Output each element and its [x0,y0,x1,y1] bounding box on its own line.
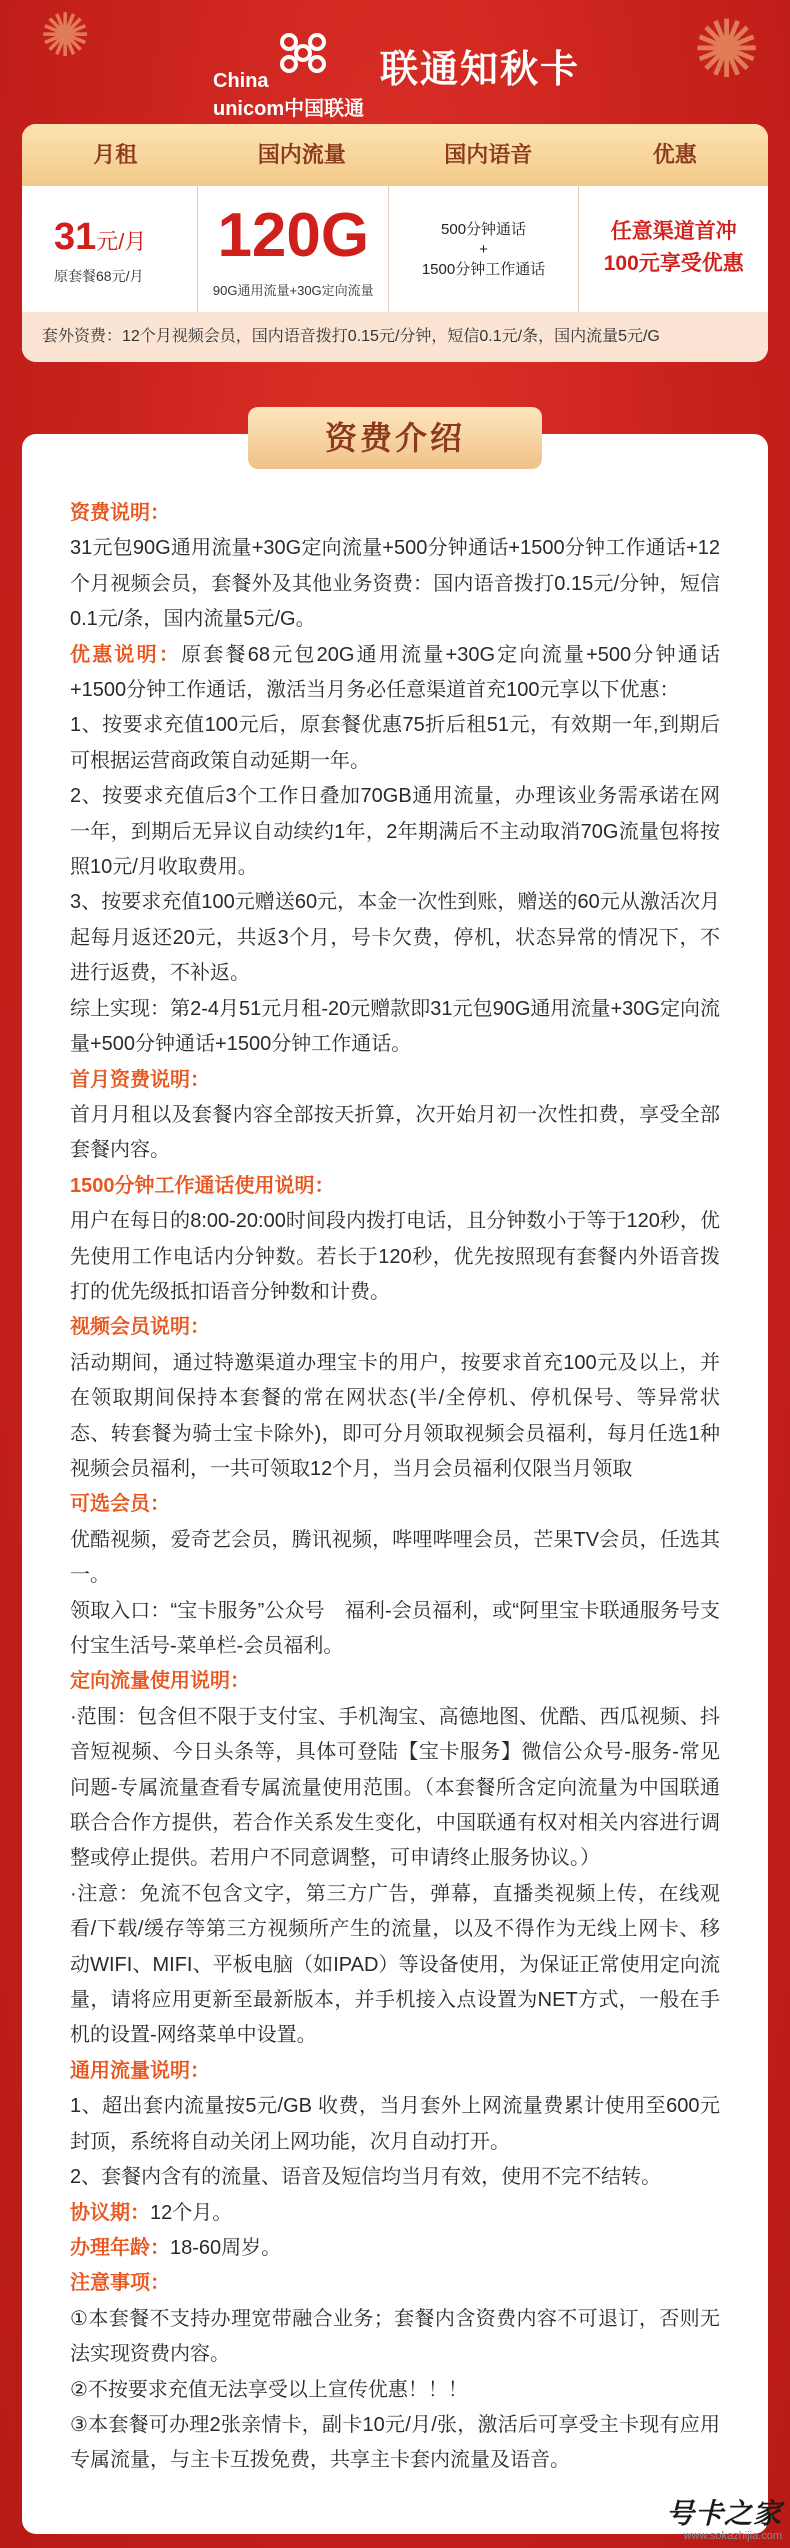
header [0,18,790,128]
data-cell [198,186,388,312]
section-heading: 资费说明： [70,502,170,524]
section-paragraph-headed [70,1664,720,1699]
voice-cell [389,186,579,312]
plan-summary-card [22,124,768,362]
column-header-data: 国内流量 [257,142,346,167]
original-price: 原套餐68元/月 [54,268,144,284]
column-header-rent: 月租 [93,142,138,167]
section-text: ①本套餐不支持办理宽带融合业务；套餐内含资费内容不可退订，否则无法实现资费内容。 [70,2307,720,2366]
section-text: ·范围：包含但不限于支付宝、手机淘宝、高德地图、优酷、西瓜视频、抖音短视频、今日头条等，具体可登陆【宝卡服务】微信公众号-服务-常见问题-专属流量查看专属流量使用范围。（本套餐所含定向流量为中国联通联合合作方提供，若合作关系发生变化，中国联通有权对相关内容进行调整或停止提供。若用户不同意调整，可申请终止服务协议。） [70,1705,720,1870]
voice-plus: + [479,241,488,258]
section-paragraph-headed [70,638,720,709]
section-text: 2、套餐内含有的流量、语音及短信均当月有效，使用不完不结转。 [70,2166,662,2189]
fee-details-body [70,496,720,2479]
section-paragraph [70,885,720,991]
section-paragraph [70,1594,720,1665]
section-heading: 首月资费说明： [70,1068,210,1091]
section-text: 原套餐68元包20G通用流量+30G定向流量+500分钟通话+1500分钟工作通话，激活当月务必任意渠道首充100元享以下优惠： [70,643,720,702]
logo-english: China [213,70,269,92]
section-paragraph [70,1700,720,1877]
watermark [582,2492,782,2546]
section-paragraph-headed [70,1169,720,1204]
section-paragraph [70,531,720,637]
section-heading: 优惠说明： [70,643,182,666]
section-paragraph [70,1204,720,1310]
column-header-voice: 国内语音 [444,142,533,167]
section-paragraph [70,1098,720,1169]
section-text: 12个月。 [150,2201,233,2224]
section-paragraph-headed [70,2196,720,2231]
section-title: 资费介绍 [248,407,542,469]
section-paragraph-headed [70,1487,720,1522]
section-heading: 通用流量说明： [70,2059,210,2082]
section-paragraph [70,779,720,885]
monthly-price: 31元/月 [54,216,147,258]
watermark-url: www.sokazhijia.com [683,2530,782,2542]
firework-decoration-left: ✺ [40,2,91,69]
section-text: 综上实现：第2-4月51元月租-20元赠款即31元包90G通用流量+30G定向流量+500分钟通话+1500分钟工作通话。 [70,997,720,1056]
section-heading: 协议期： [70,2201,150,2224]
section-text: ·注意：免流不包含文字，第三方广告，弹幕，直播类视频上传，在线观看/下载/缓存等第三方视频所产生的流量，以及不得作为无线上网卡、移动WIFI、MIFI、平板电脑（如IPAD）等设备使用，为保证正常使用定向流量，请将应用更新至最新版本，并手机接入点设置为NET方式，一般在手机的设置-网络菜单中设置。 [70,1882,720,2047]
section-paragraph [70,2089,720,2160]
logo-chinese: unicom中国联通 [213,98,365,120]
section-text: 活动期间，通过特邀渠道办理宝卡的用户，按要求首充100元及以上，并在领取期间保持本套餐的常在网状态(半/全停机、停机保号、等异常状态、转套餐为骑士宝卡除外)，即可分月领取视频会员福利，每月任选1种视频会员福利，一共可领取12个月，当月会员福利仅限当月领取 [70,1351,720,1480]
section-paragraph [70,2408,720,2479]
firework-decoration-right: ✺ [692,5,760,94]
section-text: ②不按要求充值无法享受以上宣传优惠！！！ [70,2378,468,2401]
section-paragraph [70,992,720,1063]
plan-values-row [22,186,768,312]
section-heading: 注意事项： [70,2272,170,2295]
voice-minutes: 500分钟通话 [441,221,527,238]
section-heading: 定向流量使用说明： [70,1670,250,1693]
section-paragraph [70,2373,720,2408]
section-heading: 办理年龄： [70,2236,170,2259]
section-paragraph-headed [70,1063,720,1098]
data-detail: 90G通用流量+30G定向流量 [212,283,374,298]
page-title: 联通知秋卡 [380,49,581,91]
section-paragraph [70,1523,720,1594]
section-paragraph [70,2302,720,2373]
section-paragraph-headed [70,2231,720,2266]
price-unit: 元/月 [96,229,147,254]
section-paragraph [70,1877,720,2054]
section-heading: 可选会员： [70,1493,170,1516]
section-text: 用户在每日的8:00-20:00时间段内拨打电话，且分钟数小于等于120秒，优先使用工作电话内分钟数。若长于120秒，优先按照现有套餐内外语音拨打的优先级抵扣语音分钟数和计费。 [70,1210,720,1303]
watermark-logo: 号卡之家 [665,2498,782,2529]
section-paragraph [70,708,720,779]
unicom-logo [205,28,365,118]
section-paragraph-headed [70,2266,720,2301]
section-text: 1、按要求充值100元后，原套餐优惠75折后租51元，有效期一年,到期后可根据运营商政策自动延期一年。 [70,714,720,772]
section-text: 18-60周岁。 [170,2236,282,2259]
unicom-knot-icon [273,28,333,78]
voice-detail [389,220,579,280]
section-text: 优酷视频，爱奇艺会员，腾讯视频，哔哩哔哩会员，芒果TV会员，任选其一。 [70,1528,720,1587]
section-text: 领取入口：“宝卡服务”公众号 福利-会员福利，或“阿里宝卡联通服务号支付宝生活号-菜单栏-会员福利。 [70,1599,720,1657]
section-text: ③本套餐可办理2张亲情卡，副卡10元/月/张，激活后可享受主卡现有应用专属流量，与主卡互拨免费，共享主卡套内流量及语音。 [70,2413,720,2472]
promo-text: 任意渠道首冲 100元享受优惠 [603,220,744,275]
section-text: 1、超出套内流量按5元/GB 收费，当月套外上网流量费累计使用至600元封顶，系统将自动关闭上网功能，次月自动打开。 [70,2095,720,2153]
section-text: 31元包90G通用流量+30G定向流量+500分钟通话+1500分钟工作通话+12个月视频会员，套餐外及其他业务资费：国内语音拨打0.15元/分钟，短信0.1元/条，国内流量5元/G。 [70,537,720,631]
rent-cell [22,186,198,312]
column-header-promo: 优惠 [652,142,697,167]
section-paragraph [70,2160,720,2195]
section-heading: 视频会员说明： [70,1316,210,1339]
section-paragraph [70,1346,720,1488]
extra-fees: 套外资费：12个月视频会员，国内语音拨打0.15元/分钟，短信0.1元/条，国内流量5元/G [22,312,768,362]
section-paragraph-headed [70,2054,720,2089]
work-call-minutes: 1500分钟工作通话 [421,261,546,278]
section-text: 3、按要求充值100元赠送60元，本金一次性到账，赠送的60元从激活次月起每月返还20元，共返3个月，号卡欠费，停机，状态异常的情况下，不进行返费，不补返。 [70,891,720,985]
section-paragraph-headed [70,1310,720,1345]
promo-cell [579,186,768,312]
section-paragraph-headed [70,496,720,531]
section-heading: 1500分钟工作通话使用说明： [70,1174,335,1197]
total-data: 120G [217,201,370,270]
section-text: 首月月租以及套餐内容全部按天折算，次开始月初一次性扣费，享受全部套餐内容。 [70,1103,720,1162]
section-text: 2、按要求充值后3个工作日叠加70GB通用流量，办理该业务需承诺在网一年，到期后无异议自动续约1年，2年期满后不主动取消70G流量包将按照10元/月收取费用。 [70,785,720,879]
plan-column-headers [22,124,768,186]
